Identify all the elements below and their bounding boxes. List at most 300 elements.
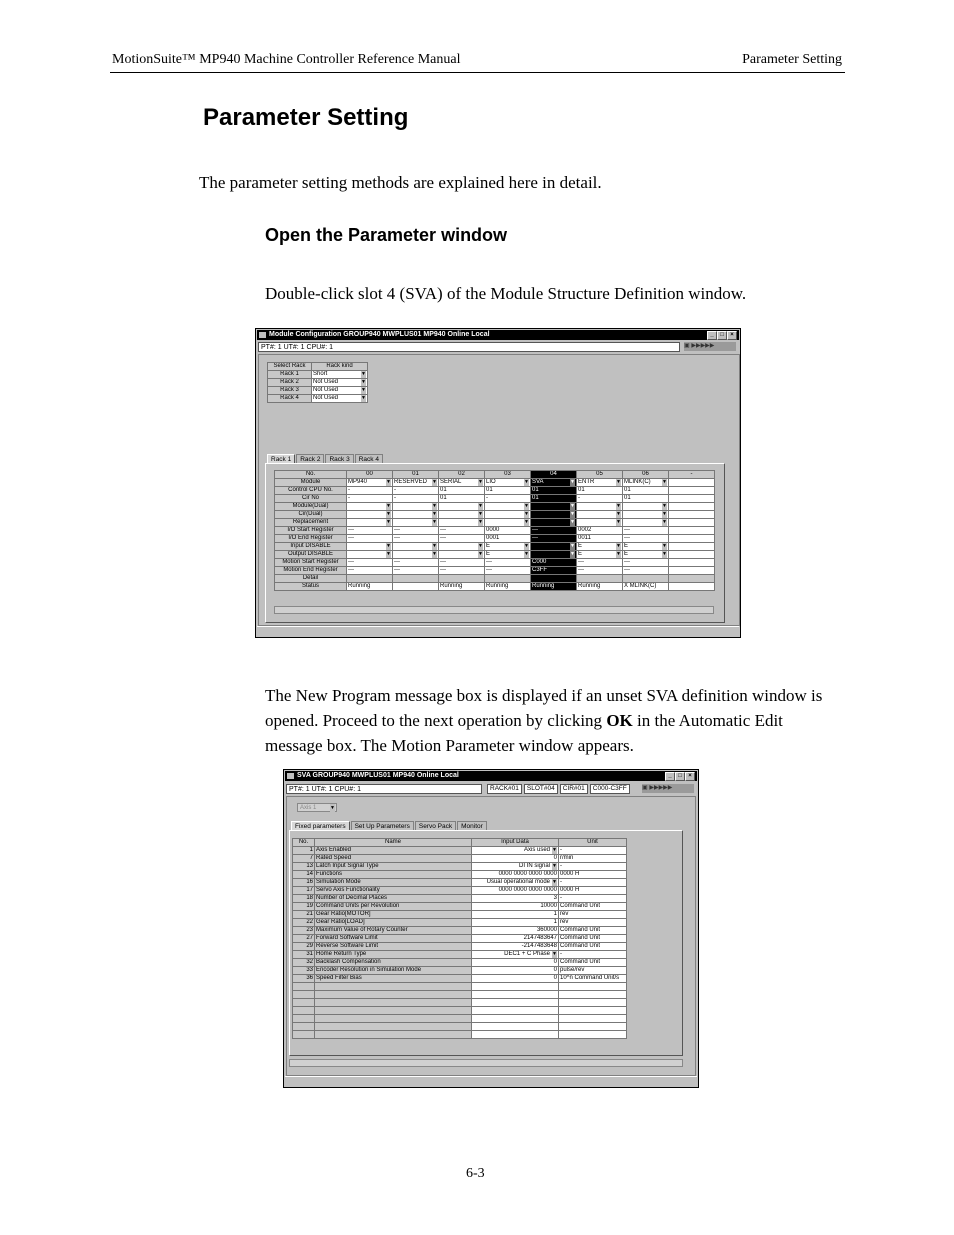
table-cell[interactable]: Running	[577, 583, 623, 591]
column-header: 04	[531, 471, 577, 479]
rack-label: Rack 4	[268, 395, 312, 403]
rack-label: Rack 1	[268, 371, 312, 379]
table-cell[interactable]	[669, 583, 715, 591]
column-header: 06	[623, 471, 669, 479]
table-cell[interactable]: Running	[347, 583, 393, 591]
tab-rack-4[interactable]: Rack 4	[355, 454, 383, 464]
table-header-row	[275, 471, 715, 479]
param-value-input[interactable]: 1	[472, 911, 559, 919]
param-no: 32	[293, 959, 315, 967]
table-cell[interactable]: MLINK(C) ▼	[623, 479, 669, 487]
param-no: 14	[293, 871, 315, 879]
param-value-input[interactable]: 0	[472, 967, 559, 975]
column-header: 00	[347, 471, 393, 479]
param-unit: Command Unit	[559, 959, 627, 967]
table-row	[293, 871, 627, 879]
table-cell[interactable]: ---	[577, 567, 623, 575]
empty-cell	[315, 1023, 472, 1031]
table-header-row	[293, 839, 627, 847]
table-cell[interactable]	[577, 519, 623, 527]
param-value-select[interactable]: Axis used ▼	[472, 847, 559, 855]
table-cell[interactable]	[623, 519, 669, 527]
window1-titlebar	[257, 330, 739, 340]
horizontal-scrollbar[interactable]	[289, 1059, 683, 1067]
table-cell[interactable]	[669, 511, 715, 519]
ok-bold-text: OK	[606, 711, 633, 730]
table-cell[interactable]: ---	[393, 559, 439, 567]
empty-cell	[315, 1007, 472, 1015]
table-cell[interactable]: 01	[531, 487, 577, 495]
table-cell[interactable]: ---	[531, 535, 577, 543]
param-value-input[interactable]: 1	[472, 919, 559, 927]
table-cell[interactable]: ---	[485, 567, 531, 575]
table-cell[interactable]: -	[393, 487, 439, 495]
empty-cell	[293, 983, 315, 991]
table-cell[interactable]	[623, 511, 669, 519]
info-field: RACK#01	[487, 784, 522, 794]
column-header: No.	[293, 839, 315, 847]
param-no: 23	[293, 927, 315, 935]
table-cell[interactable]	[623, 503, 669, 511]
table-cell[interactable]: ---	[439, 527, 485, 535]
param-unit: Command Unit	[559, 943, 627, 951]
param-no: 18	[293, 895, 315, 903]
table-cell[interactable]	[393, 519, 439, 527]
table-cell[interactable]: 01	[577, 487, 623, 495]
table-row	[268, 395, 368, 403]
param-unit: Command Unit	[559, 927, 627, 935]
comm-status-icon: ▣ ▶▶▶▶▶	[642, 784, 694, 793]
empty-cell	[315, 999, 472, 1007]
param-unit: 10^n Command Unit/s	[559, 975, 627, 983]
table-cell[interactable]	[577, 575, 623, 583]
row-label: I/O End Register	[275, 535, 347, 543]
table-row	[293, 911, 627, 919]
table-row	[268, 371, 368, 379]
table-cell[interactable]: 01	[485, 487, 531, 495]
column-header: -	[669, 471, 715, 479]
intro-paragraph: The parameter setting methods are explained here in detail.	[199, 173, 602, 192]
param-value-select[interactable]: DI IN signal ▼	[472, 863, 559, 871]
table-cell[interactable]	[439, 519, 485, 527]
table-cell[interactable]: E ▼	[485, 543, 531, 551]
app-icon	[287, 773, 294, 779]
table-cell[interactable]	[531, 503, 577, 511]
table-cell[interactable]: ---	[393, 535, 439, 543]
param-name: Command Units per Revolution	[315, 903, 472, 911]
table-row	[293, 1031, 627, 1039]
close-icon[interactable]: ×	[685, 772, 695, 781]
table-row	[293, 847, 627, 855]
param-value-input[interactable]: 10000	[472, 903, 559, 911]
param-no: 31	[293, 951, 315, 959]
tab-rack-3[interactable]: Rack 3	[325, 454, 353, 464]
param-unit: rev	[559, 919, 627, 927]
column-header: 05	[577, 471, 623, 479]
row-label: Replacement	[275, 519, 347, 527]
section-name: Parameter Setting	[742, 52, 842, 67]
table-cell[interactable]: ---	[485, 559, 531, 567]
empty-cell	[472, 999, 559, 1007]
param-value-input[interactable]: 3	[472, 895, 559, 903]
table-cell[interactable]: ---	[577, 559, 623, 567]
param-unit: -	[559, 847, 627, 855]
table-cell[interactable]	[669, 495, 715, 503]
axis-select[interactable]	[297, 803, 337, 812]
table-cell[interactable]	[347, 511, 393, 519]
row-label: Control CPU No.	[275, 487, 347, 495]
table-cell[interactable]	[531, 575, 577, 583]
table-cell[interactable]	[669, 559, 715, 567]
table-cell[interactable]: 0011	[577, 535, 623, 543]
param-name: Simulation Mode	[315, 879, 472, 887]
table-cell[interactable]: -	[577, 495, 623, 503]
table-cell[interactable]	[347, 503, 393, 511]
tab-fixed-parameters[interactable]: Fixed parameters	[291, 821, 350, 831]
empty-cell	[293, 1031, 315, 1039]
table-row	[293, 1015, 627, 1023]
table-row	[293, 999, 627, 1007]
table-row	[293, 943, 627, 951]
table-cell[interactable]: ---	[393, 567, 439, 575]
table-cell[interactable]	[439, 575, 485, 583]
table-cell[interactable]: 01	[623, 487, 669, 495]
comm-status-icon: ▣ ▶▶▶▶▶	[684, 342, 736, 351]
empty-cell	[472, 1031, 559, 1039]
table-cell[interactable]	[669, 503, 715, 511]
table-cell[interactable]: LIO ▼	[485, 479, 531, 487]
empty-cell	[315, 1031, 472, 1039]
table-cell[interactable]: X MLINK(C)	[623, 583, 669, 591]
close-icon[interactable]: ×	[727, 331, 737, 340]
window1-info-bar	[258, 342, 680, 352]
table-row	[275, 575, 715, 583]
table-cell[interactable]	[439, 551, 485, 559]
param-value-input[interactable]: 0000 0000 0000 0000	[472, 887, 559, 895]
module-table	[274, 470, 715, 591]
table-cell[interactable]	[485, 519, 531, 527]
table-cell[interactable]: ---	[439, 567, 485, 575]
param-name: Gear Ratio[LOAD]	[315, 919, 472, 927]
table-cell[interactable]	[393, 583, 439, 591]
table-cell[interactable]: ---	[347, 527, 393, 535]
table-row	[293, 879, 627, 887]
empty-cell	[472, 991, 559, 999]
step2-paragraph	[265, 683, 825, 758]
row-label: Detail	[275, 575, 347, 583]
column-header: Input Data	[472, 839, 559, 847]
table-row	[275, 495, 715, 503]
row-label: Cir No	[275, 495, 347, 503]
table-cell[interactable]	[531, 519, 577, 527]
row-label: Motion Start Register	[275, 559, 347, 567]
param-name: Home Return Type	[315, 951, 472, 959]
table-row	[293, 991, 627, 999]
table-cell[interactable]: E ▼	[577, 543, 623, 551]
table-cell[interactable]: C3FF	[531, 567, 577, 575]
param-name: Forward Software Limit	[315, 935, 472, 943]
param-value-input[interactable]: 2147483647	[472, 935, 559, 943]
table-row	[293, 1007, 627, 1015]
param-no: 21	[293, 911, 315, 919]
parameter-tab-panel	[289, 830, 683, 1056]
table-cell[interactable]	[669, 575, 715, 583]
param-name: Latch Input Signal Type	[315, 863, 472, 871]
empty-cell	[559, 983, 627, 991]
table-cell[interactable]: C000	[531, 559, 577, 567]
tab-rack-2[interactable]: Rack 2	[296, 454, 324, 464]
table-cell[interactable]	[531, 551, 577, 559]
table-row	[293, 967, 627, 975]
table-row	[275, 535, 715, 543]
table-cell[interactable]: ---	[623, 559, 669, 567]
table-cell[interactable]: E ▼	[623, 543, 669, 551]
table-cell[interactable]	[669, 479, 715, 487]
page-number: 6-3	[466, 1166, 485, 1181]
row-label: Status	[275, 583, 347, 591]
table-cell[interactable]: 01	[439, 487, 485, 495]
table-cell[interactable]: 0002	[577, 527, 623, 535]
param-unit: pulse/rev	[559, 967, 627, 975]
column-header: Rack kind	[312, 363, 368, 371]
horizontal-scrollbar[interactable]	[274, 606, 714, 614]
table-cell[interactable]: ---	[623, 567, 669, 575]
table-row	[293, 903, 627, 911]
rack-label: Rack 3	[268, 387, 312, 395]
table-cell[interactable]	[393, 511, 439, 519]
rack-label: Rack 2	[268, 379, 312, 387]
tab-servo-pack[interactable]: Servo Pack	[415, 821, 456, 831]
table-cell[interactable]: 01	[623, 495, 669, 503]
table-row	[268, 387, 368, 395]
header-rule	[110, 72, 845, 73]
table-cell[interactable]: Running	[531, 583, 577, 591]
row-label: Cir(Dual)	[275, 511, 347, 519]
param-unit: r/min	[559, 855, 627, 863]
table-cell[interactable]: ---	[347, 559, 393, 567]
empty-cell	[293, 991, 315, 999]
empty-cell	[559, 1023, 627, 1031]
param-name: Functions	[315, 871, 472, 879]
table-cell[interactable]	[485, 575, 531, 583]
table-row	[275, 567, 715, 575]
tab-monitor[interactable]: Monitor	[457, 821, 487, 831]
table-cell[interactable]: SERIAL ▼	[439, 479, 485, 487]
table-cell[interactable]: 0000	[485, 527, 531, 535]
table-cell[interactable]: ---	[439, 535, 485, 543]
table-cell[interactable]: -	[347, 487, 393, 495]
param-no: 27	[293, 935, 315, 943]
empty-cell	[559, 1007, 627, 1015]
param-name: Speed Filter Bias	[315, 975, 472, 983]
tab-rack-1[interactable]: Rack 1	[267, 454, 295, 464]
table-row	[275, 487, 715, 495]
table-cell[interactable]: E ▼	[623, 551, 669, 559]
table-cell[interactable]: E ▼	[485, 551, 531, 559]
rack-kind-select[interactable]: Not Used ▼	[312, 387, 368, 395]
table-cell[interactable]	[485, 511, 531, 519]
param-value-input[interactable]: -2147483648	[472, 943, 559, 951]
table-row	[293, 959, 627, 967]
param-name: Reverse Software Limit	[315, 943, 472, 951]
table-cell[interactable]	[669, 567, 715, 575]
param-no: 17	[293, 887, 315, 895]
table-cell[interactable]	[347, 575, 393, 583]
table-row	[293, 863, 627, 871]
param-unit: -	[559, 879, 627, 887]
tab-set-up-parameters[interactable]: Set Up Parameters	[351, 821, 414, 831]
column-header: Name	[315, 839, 472, 847]
app-icon	[259, 332, 266, 338]
window2-statusbar	[285, 1076, 697, 1086]
step2-text-a: The New Program message box is displayed if an unset SVA definition window is opened. Proceed to the next operation by clicking	[265, 686, 823, 730]
empty-cell	[472, 983, 559, 991]
table-cell[interactable]: -	[347, 495, 393, 503]
param-value-input[interactable]: 0	[472, 959, 559, 967]
param-name: Rated Speed	[315, 855, 472, 863]
row-label: I/O Start Register	[275, 527, 347, 535]
empty-cell	[293, 999, 315, 1007]
table-cell[interactable]: 01	[439, 495, 485, 503]
table-cell[interactable]: ---	[623, 535, 669, 543]
slot-info-fields	[487, 784, 630, 794]
param-value-select[interactable]: Usual operational mode ▼	[472, 879, 559, 887]
table-cell[interactable]	[531, 543, 577, 551]
table-cell[interactable]	[393, 575, 439, 583]
row-label: Output DISABLE	[275, 551, 347, 559]
table-row	[293, 983, 627, 991]
row-label: Input DISABLE	[275, 543, 347, 551]
table-cell[interactable]	[669, 519, 715, 527]
table-row	[275, 583, 715, 591]
empty-cell	[472, 1023, 559, 1031]
table-cell[interactable]: 0001	[485, 535, 531, 543]
table-cell[interactable]: ---	[347, 567, 393, 575]
param-unit: 0000 H	[559, 887, 627, 895]
table-cell[interactable]: -	[393, 495, 439, 503]
table-cell[interactable]	[669, 535, 715, 543]
table-cell[interactable]: 01	[531, 495, 577, 503]
column-header: No.	[275, 471, 347, 479]
table-cell[interactable]: -	[485, 495, 531, 503]
window2-titlebar	[285, 771, 697, 781]
param-value-input[interactable]: 0	[472, 975, 559, 983]
table-cell[interactable]	[669, 543, 715, 551]
window1-info: PT#: 1 UT#: 1 CPU#: 1	[261, 344, 333, 351]
minimize-icon[interactable]: _	[665, 772, 675, 781]
table-cell[interactable]	[347, 551, 393, 559]
empty-cell	[293, 1015, 315, 1023]
param-name: Backlash Compensation	[315, 959, 472, 967]
table-cell[interactable]	[393, 503, 439, 511]
table-cell[interactable]	[577, 511, 623, 519]
table-header-row	[268, 363, 368, 371]
table-cell[interactable]	[439, 503, 485, 511]
table-cell[interactable]	[669, 527, 715, 535]
table-cell[interactable]: ---	[347, 535, 393, 543]
sva-parameter-window	[283, 769, 699, 1088]
row-label: Module	[275, 479, 347, 487]
table-row	[293, 1023, 627, 1031]
window2-info-bar	[286, 784, 482, 794]
param-name: Gear Ratio[MOTOR]	[315, 911, 472, 919]
window2-info: PT#: 1 UT#: 1 CPU#: 1	[289, 786, 361, 793]
table-cell[interactable]: ---	[623, 527, 669, 535]
manual-title: MotionSuite™ MP940 Machine Controller Reference Manual	[112, 52, 461, 67]
table-cell[interactable]: ENTR ▼	[577, 479, 623, 487]
table-row	[275, 551, 715, 559]
table-row	[275, 527, 715, 535]
table-cell[interactable]: E ▼	[577, 551, 623, 559]
page-title: Parameter Setting	[203, 104, 409, 131]
table-cell[interactable]: Running	[439, 583, 485, 591]
module-configuration-window	[255, 328, 741, 638]
table-cell[interactable]	[347, 519, 393, 527]
table-cell[interactable]	[623, 575, 669, 583]
table-cell[interactable]: ---	[439, 559, 485, 567]
table-cell[interactable]: MP940 ▼	[347, 479, 393, 487]
empty-cell	[293, 1023, 315, 1031]
empty-cell	[293, 1007, 315, 1015]
param-name: Encoder Resolution in Simulation Mode	[315, 967, 472, 975]
window2-client	[286, 796, 696, 1076]
minimize-icon[interactable]: _	[707, 331, 717, 340]
param-value-input[interactable]: 360000	[472, 927, 559, 935]
table-cell[interactable]	[485, 503, 531, 511]
param-value-select[interactable]: DEC1 + C Phase ▼	[472, 951, 559, 959]
param-unit: -	[559, 895, 627, 903]
empty-cell	[559, 1015, 627, 1023]
table-row	[293, 935, 627, 943]
table-cell[interactable]	[669, 551, 715, 559]
table-cell[interactable]: SVA ▼	[531, 479, 577, 487]
table-cell[interactable]	[577, 503, 623, 511]
maximize-icon[interactable]: □	[717, 331, 727, 340]
param-value-input[interactable]: 0	[472, 855, 559, 863]
table-cell[interactable]: ---	[393, 527, 439, 535]
table-cell[interactable]	[347, 543, 393, 551]
table-cell[interactable]: Running	[485, 583, 531, 591]
param-no: 19	[293, 903, 315, 911]
table-cell[interactable]	[669, 487, 715, 495]
param-name: Servo Axis Functionality	[315, 887, 472, 895]
table-cell[interactable]	[531, 511, 577, 519]
param-no: 13	[293, 863, 315, 871]
table-cell[interactable]: ---	[531, 527, 577, 535]
empty-cell	[559, 1031, 627, 1039]
subsection-title: Open the Parameter window	[265, 225, 508, 245]
rack-kind-select[interactable]: Not Used ▼	[312, 379, 368, 387]
table-cell[interactable]	[439, 543, 485, 551]
column-header: 02	[439, 471, 485, 479]
table-cell[interactable]	[393, 543, 439, 551]
param-no: 29	[293, 943, 315, 951]
table-cell[interactable]: RESERVED ▼	[393, 479, 439, 487]
table-cell[interactable]	[393, 551, 439, 559]
param-value-input[interactable]: 0000 0000 0000 0000	[472, 871, 559, 879]
rack-kind-select[interactable]: Short ▼	[312, 371, 368, 379]
table-row	[293, 887, 627, 895]
table-row	[275, 503, 715, 511]
rack-kind-select[interactable]: Not Used ▼	[312, 395, 368, 403]
window1-title: Module Configuration GROUP940 MWPLUS01 MP940 Online Local	[269, 331, 490, 338]
step1-paragraph: Double-click slot 4 (SVA) of the Module Structure Definition window.	[265, 284, 747, 303]
table-row	[275, 511, 715, 519]
param-no: 22	[293, 919, 315, 927]
maximize-icon[interactable]: □	[675, 772, 685, 781]
table-cell[interactable]	[439, 511, 485, 519]
column-header: Select Rack	[268, 363, 312, 371]
